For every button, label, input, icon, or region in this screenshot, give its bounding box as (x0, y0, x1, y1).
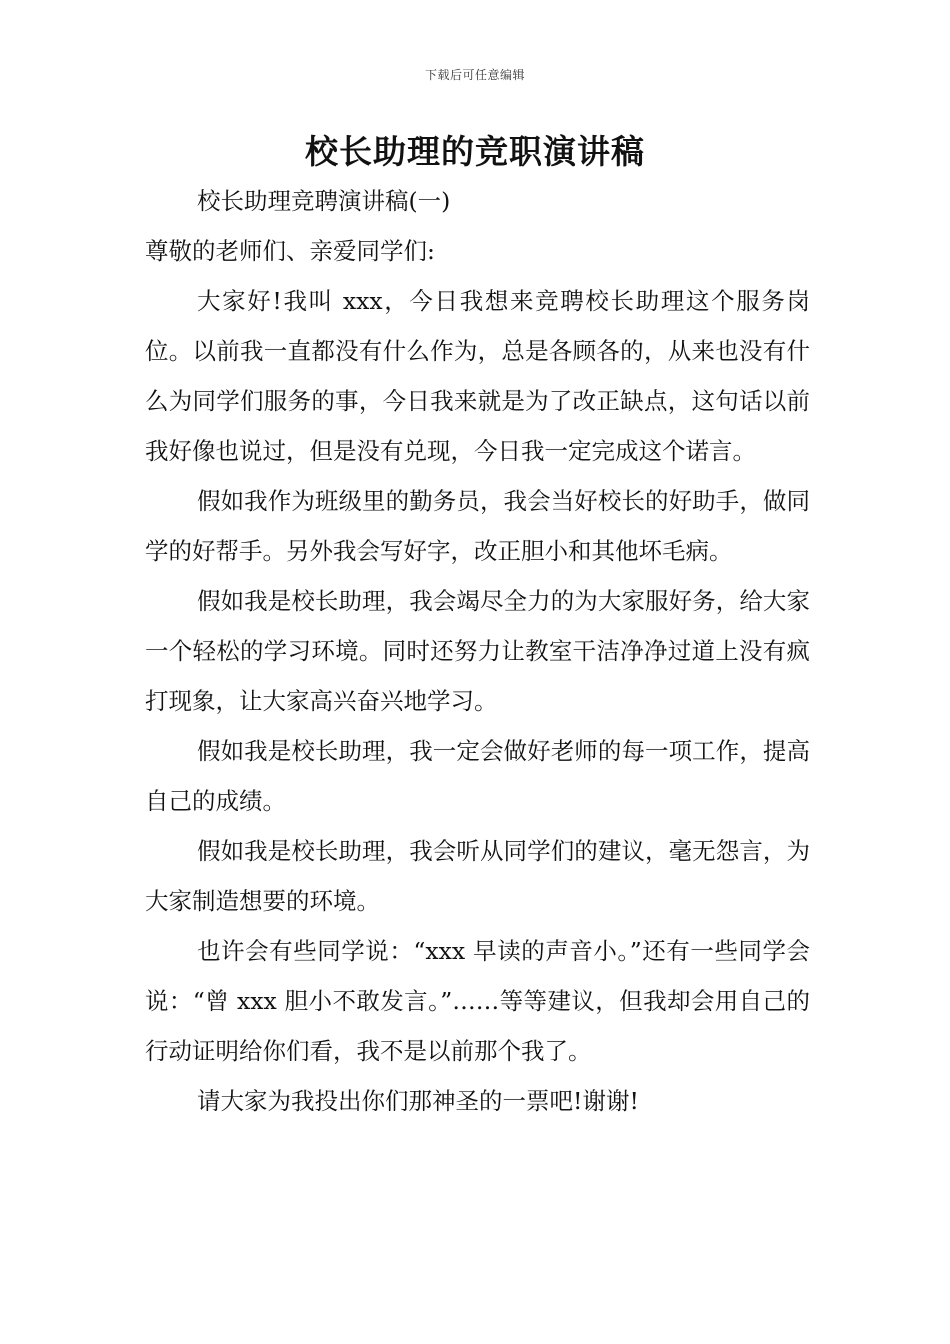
salutation: 尊敬的老师们、亲爱同学们: (145, 237, 435, 265)
paragraph-1: 大家好!我叫 xxx，今日我想来竞聘校长助理这个服务岗位。以前我一直都没有什么作为，总是各顾各的，从来也没有什么为同学们服务的事，今日我来就是为了改正缺点，这句话以前我好像也说过，但是没有兑现，今日我一定完成这个诺言。 (145, 287, 810, 465)
document-title: 校长助理的竞职演讲稿 (305, 132, 645, 171)
paragraph-7: 请大家为我投出你们那神圣的一票吧!谢谢! (197, 1087, 639, 1115)
paragraph-4: 假如我是校长助理，我一定会做好老师的每一项工作，提高自己的成绩。 (145, 737, 810, 815)
document-body (145, 176, 810, 1126)
paragraph-2: 假如我作为班级里的勤务员，我会当好校长的好助手，做同学的好帮手。另外我会写好字，改正胆小和其他坏毛病。 (145, 487, 810, 565)
paragraph-6: 也许会有些同学说：“xxx 早读的声音小。”还有一些同学会说：“曾 xxx 胆小不敢发言。”……等等建议，但我却会用自己的行动证明给你们看，我不是以前那个我了。 (145, 937, 810, 1065)
paragraph-3: 假如我是校长助理，我会竭尽全力的为大家服好务，给大家一个轻松的学习环境。同时还努力让教室干洁净净过道上没有疯打现象，让大家高兴奋兴地学习。 (145, 587, 810, 715)
header-note: 下载后可任意编辑 (424, 68, 525, 82)
paragraph-5: 假如我是校长助理，我会听从同学们的建议，毫无怨言，为大家制造想要的环境。 (145, 837, 810, 915)
speech-subtitle: 校长助理竞聘演讲稿(一) (197, 187, 451, 215)
